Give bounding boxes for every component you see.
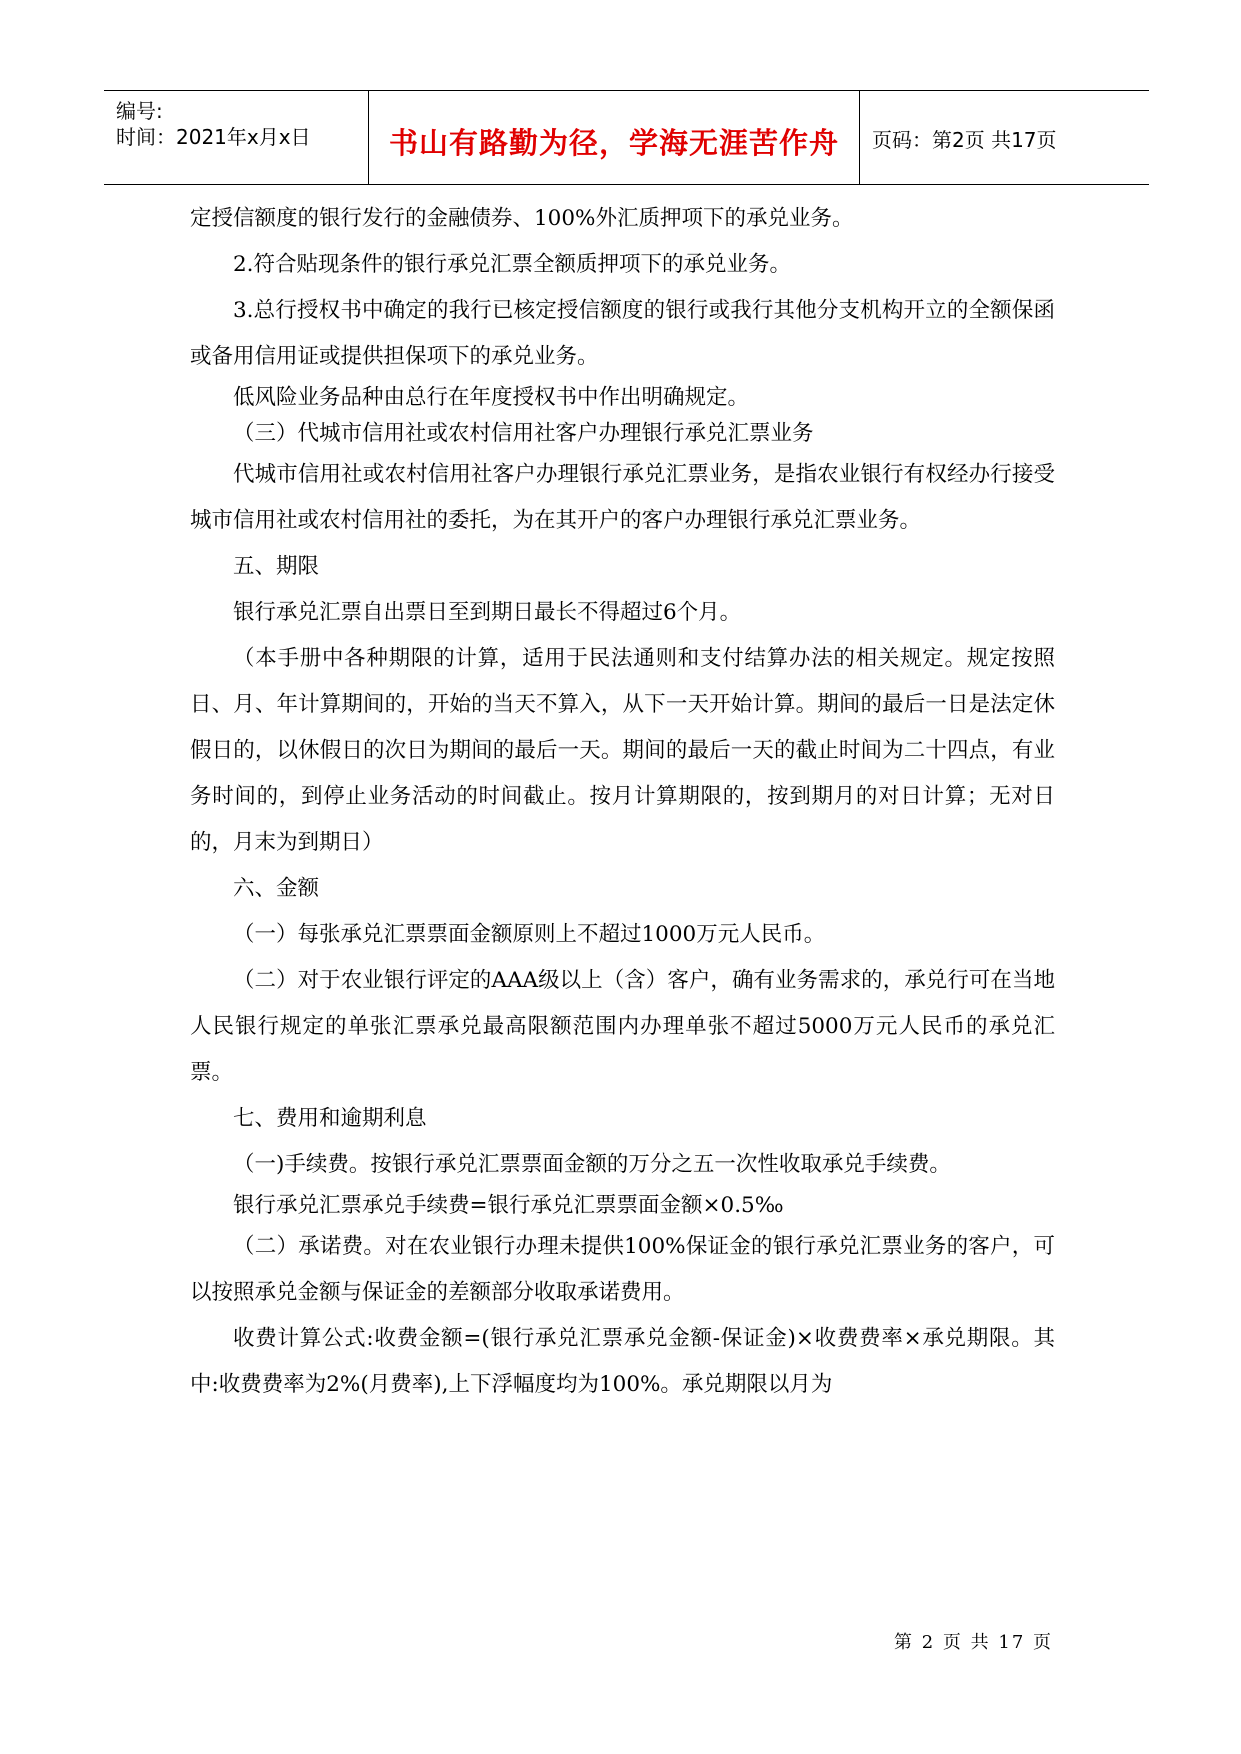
paragraph-amount-1: （一）每张承兑汇票票面金额原则上不超过1000万元人民币。 — [233, 922, 826, 947]
section-heading-term: 五、期限 — [233, 554, 320, 579]
page-number-label: 页码：第2页 共17页 — [872, 128, 1057, 152]
paragraph-term-calculation: （本手册中各种期限的计算，适用于民法通则和支付结算办法的相关规定。规定按照日、月、年计算期间的，开始的当天不算入，从下一天开始计算。期间的最后一日是法定休假日的，以休假日的次日为期间的最后一天。期间的最后一天的截止时间为二十四点，有业务时间的，到停止业务活动的时间截止。按月计算期限的，按到期月的对日计算；无对日的，月末为到期日） — [190, 646, 1055, 855]
header-page-cell — [860, 91, 1149, 184]
paragraph-fee-1: （一)手续费。按银行承兑汇票票面金额的万分之五一次性收取承兑手续费。 — [233, 1152, 951, 1177]
motto-text: 书山有路勤为径，学海无涯苦作舟 — [388, 126, 839, 160]
header-info-cell — [104, 91, 368, 184]
document-number-label: 编号: — [116, 99, 163, 123]
page-footer: 第 2 页 共 17 页 — [894, 1632, 1053, 1653]
paragraph-item-3: 3.总行授权书中确定的我行已核定授信额度的银行或我行其他分支机构开立的全额保函或备用信用证或提供担保项下的承兑业务。 — [190, 298, 1055, 369]
section-heading-fees: 七、费用和逾期利息 — [233, 1106, 427, 1131]
paragraph-fee-formula: 银行承兑汇票承兑手续费=银行承兑汇票票面金额×0.5‰ — [233, 1193, 784, 1218]
paragraph-agency: 代城市信用社或农村信用社客户办理银行承兑汇票业务，是指农业银行有权经办行接受城市信用社或农村信用社的委托，为在其开户的客户办理银行承兑汇票业务。 — [190, 462, 1055, 533]
document-body — [190, 196, 1055, 1408]
paragraph-continuation: 定授信额度的银行发行的金融债券、100%外汇质押项下的承兑业务。 — [190, 206, 854, 231]
paragraph-item-2: 2.符合贴现条件的银行承兑汇票全额质押项下的承兑业务。 — [233, 252, 792, 277]
paragraph-term-limit: 银行承兑汇票自出票日至到期日最长不得超过6个月。 — [233, 600, 742, 625]
section-heading-amount: 六、金额 — [233, 876, 320, 901]
paragraph-fee-calculation: 收费计算公式:收费金额=(银行承兑汇票承兑金额-保证金)×收费费率×承兑期限。其中:收费费率为2%(月费率),上下浮幅度均为100%。承兑期限以月为 — [190, 1326, 1055, 1397]
paragraph-amount-2: （二）对于农业银行评定的AAA级以上（含）客户，确有业务需求的，承兑行可在当地人民银行规定的单张汇票承兑最高限额范围内办理单张不超过5000万元人民币的承兑汇票。 — [190, 968, 1055, 1085]
header-motto-cell — [368, 91, 860, 184]
document-time-label: 时间：2021年x月x日 — [116, 125, 311, 149]
header-table — [104, 90, 1149, 185]
paragraph-commitment-fee: （二）承诺费。对在农业银行办理未提供100%保证金的银行承兑汇票业务的客户，可以按照承兑金额与保证金的差额部分收取承诺费用。 — [190, 1234, 1055, 1305]
section-heading-3: （三）代城市信用社或农村信用社客户办理银行承兑汇票业务 — [233, 421, 814, 446]
paragraph-low-risk: 低风险业务品种由总行在年度授权书中作出明确规定。 — [233, 385, 750, 410]
